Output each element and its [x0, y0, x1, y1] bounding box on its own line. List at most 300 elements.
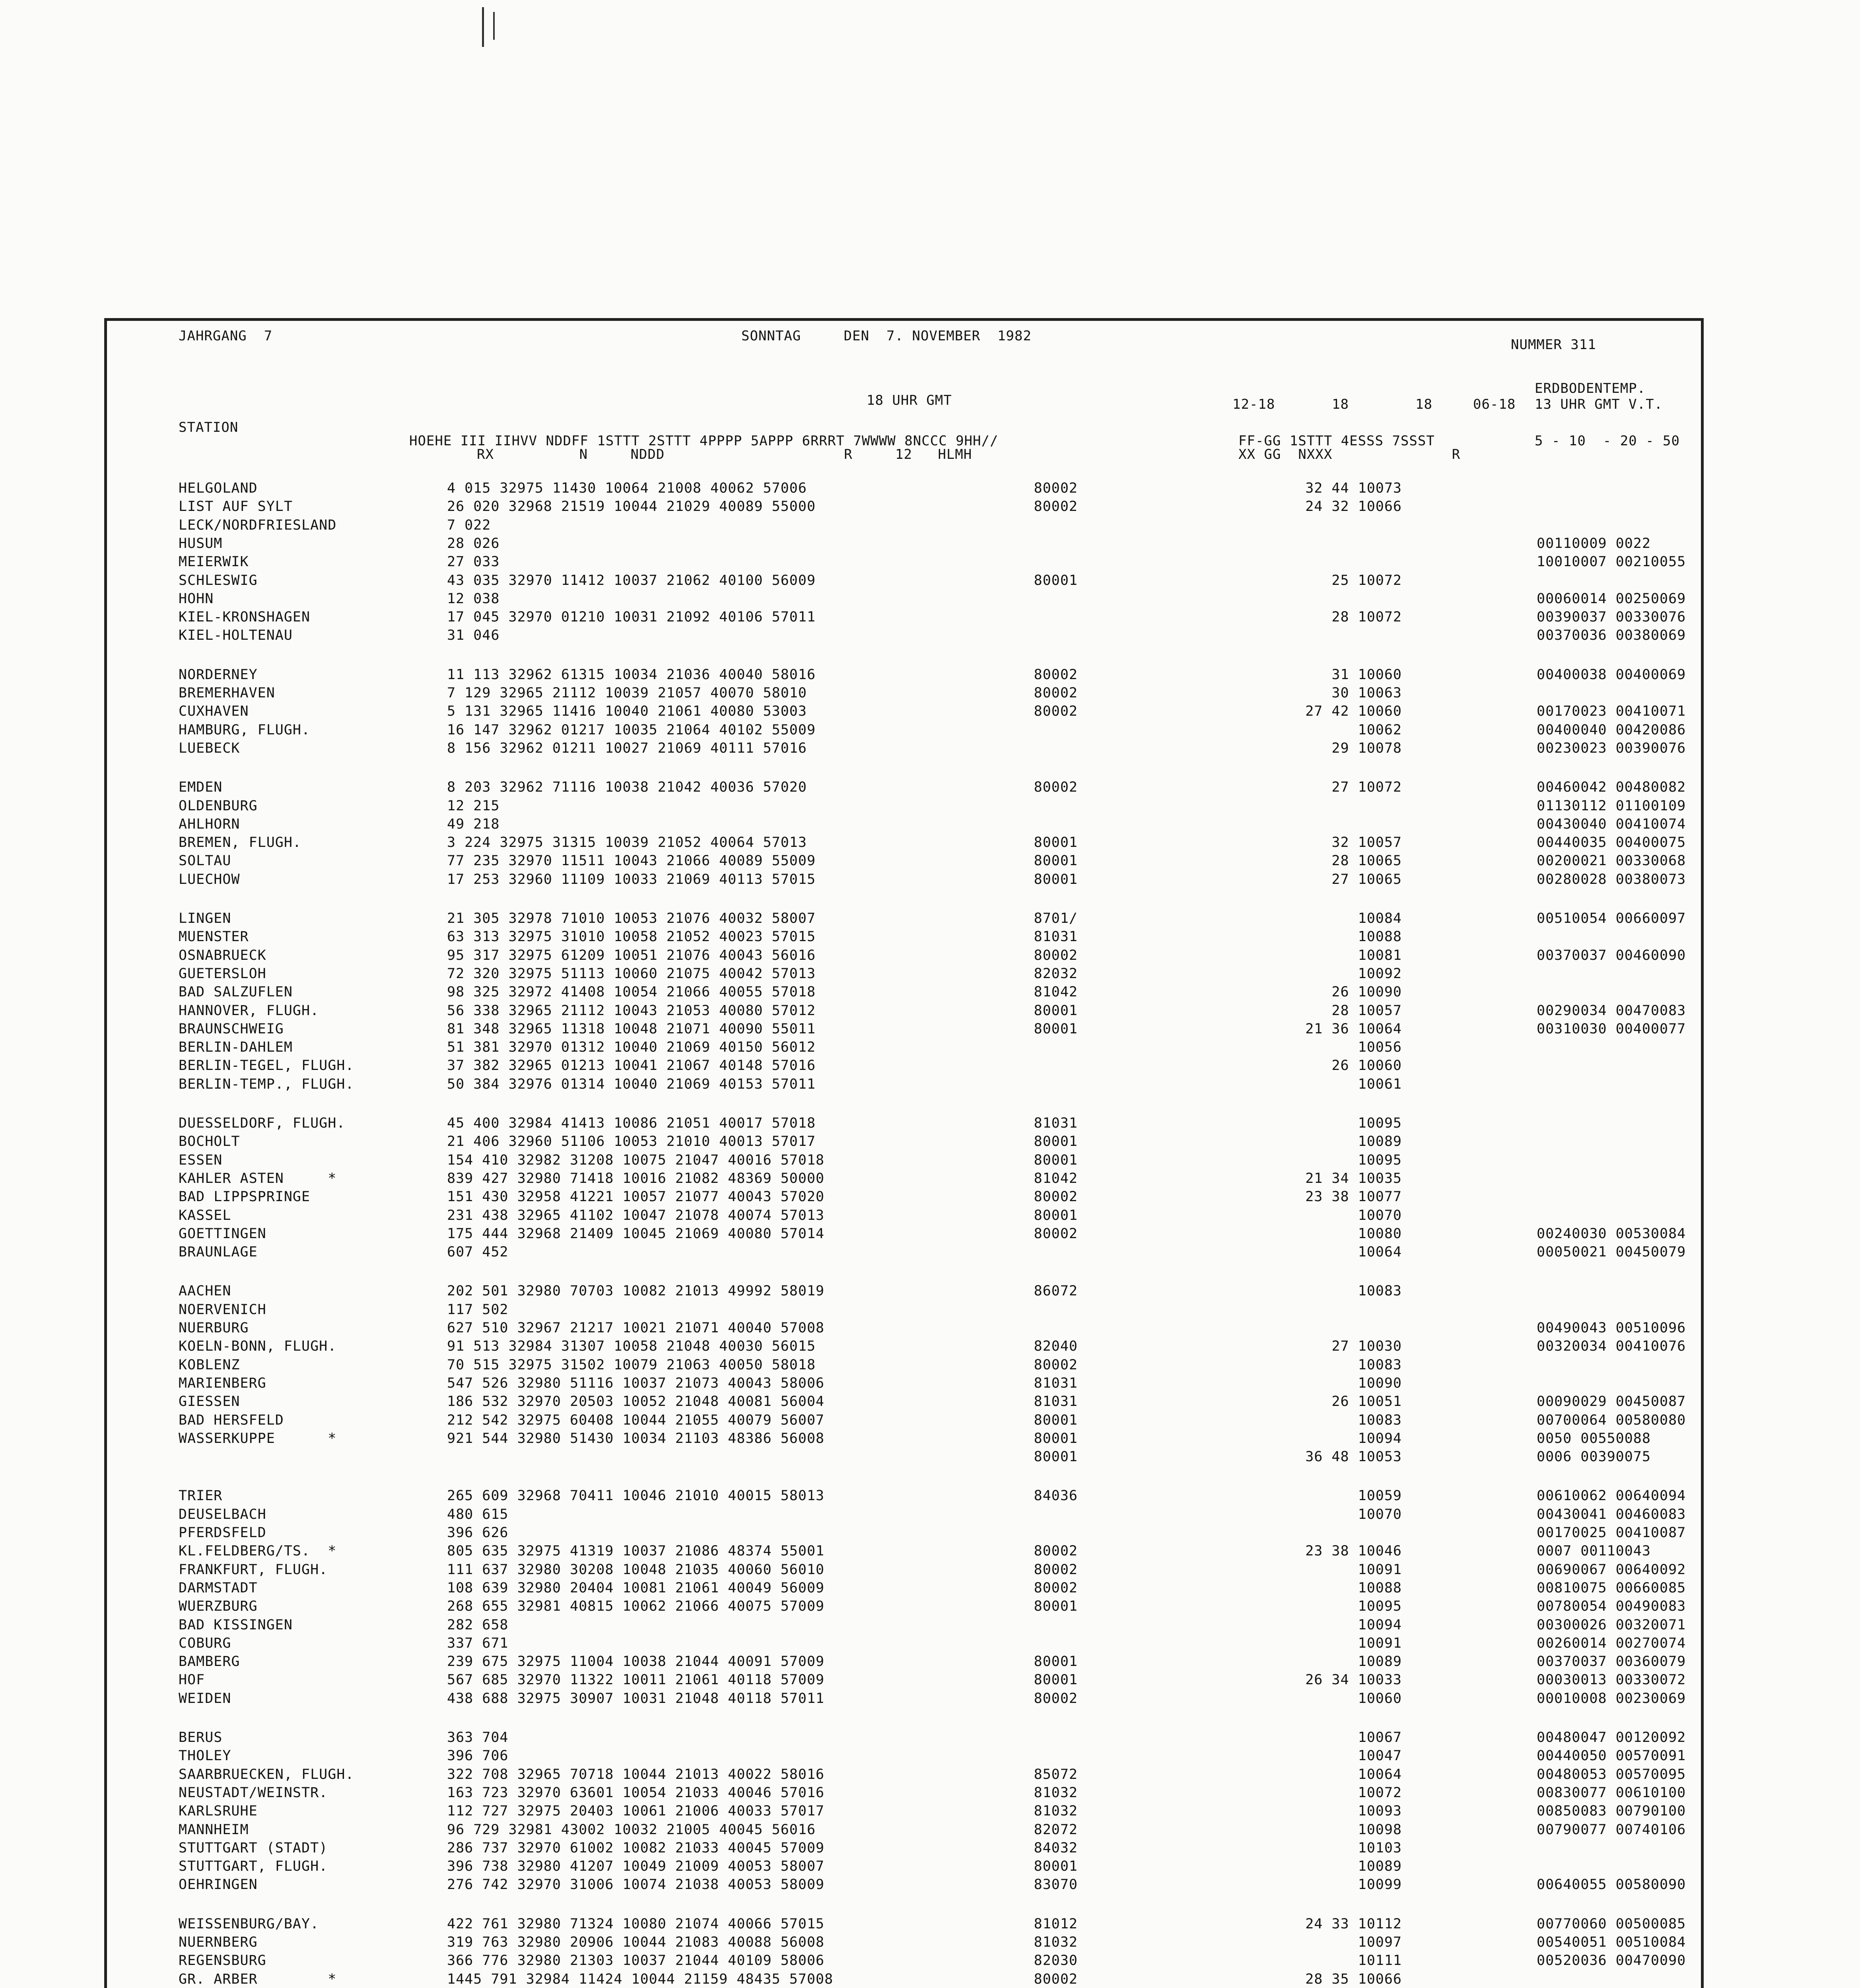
station-row: [107, 967, 1701, 985]
cloud-group: 80002: [1034, 703, 1078, 720]
cloud-group: 80002: [1034, 685, 1078, 701]
station-row: [107, 1526, 1701, 1544]
station-name: MUENSTER: [179, 929, 249, 945]
synop-values: 7 022: [447, 517, 491, 533]
soil-temperatures: 00520036 00470090: [1537, 1953, 1686, 1969]
synop-values: 239 675 32975 11004 10038 21044 40091 57009: [447, 1654, 825, 1670]
cloud-group: 80002: [1034, 1225, 1078, 1242]
soil-temperatures: 00510054 00660097: [1537, 911, 1686, 926]
max-min-group: 10089: [1358, 1134, 1402, 1150]
synop-values: 8 203 32962 71116 10038 21042 40036 57020: [447, 779, 807, 796]
station-row: [107, 930, 1701, 948]
max-min-group: 10095: [1358, 1152, 1402, 1168]
synop-values: 480 615: [447, 1506, 509, 1522]
max-min-group: 10091: [1358, 1635, 1402, 1651]
soil-temperatures: 00490043 00510096: [1537, 1320, 1686, 1336]
station-row: [107, 1432, 1701, 1450]
cloud-group: 83070: [1034, 1877, 1078, 1893]
soil-temperatures: 00430041 00460083: [1537, 1506, 1686, 1522]
station-name: NEUSTADT/WEINSTR.: [179, 1784, 328, 1801]
station-name: LECK/NORDFRIESLAND: [179, 517, 337, 533]
station-name: BAD KISSINGEN: [179, 1617, 293, 1633]
station-name: SCHLESWIG: [179, 572, 258, 588]
synop-table: [104, 318, 1704, 1988]
station-row: [107, 555, 1701, 573]
synop-values: 276 742 32970 31006 10074 21038 40053 58009: [447, 1877, 825, 1893]
cloud-group: 80002: [1034, 1561, 1078, 1578]
max-min-group: 10099: [1358, 1877, 1402, 1893]
max-min-group: 10093: [1358, 1803, 1402, 1819]
synop-values: 337 671: [447, 1635, 509, 1651]
max-min-group: 10059: [1358, 1488, 1402, 1504]
cloud-group: 80001: [1034, 1002, 1078, 1019]
max-min-group: 29 10078: [1331, 740, 1402, 756]
station-row: [107, 780, 1701, 799]
cloud-group: 80001: [1034, 1207, 1078, 1223]
cloud-group: 80001: [1034, 1021, 1078, 1037]
cloud-group: 80002: [1034, 947, 1078, 963]
soil-temperatures: 00440050 00570091: [1537, 1748, 1686, 1764]
soil-temperatures: 00770060 00500085: [1537, 1916, 1686, 1932]
synop-values: 81 348 32965 11318 10048 21071 40090 55011: [447, 1021, 816, 1037]
synop-values: 70 515 32975 31502 10079 21063 40050 58018: [447, 1357, 816, 1373]
cloud-group: 80001: [1034, 1654, 1078, 1670]
soil-temperatures: 00610062 00640094: [1537, 1488, 1686, 1504]
soil-temperatures: 00050021 00450079: [1537, 1244, 1686, 1260]
max-min-group: 10089: [1358, 1858, 1402, 1875]
station-row: [107, 1954, 1701, 1972]
station-row: [107, 1358, 1701, 1376]
max-min-group: 28 10057: [1331, 1002, 1402, 1019]
station-row: [107, 1508, 1701, 1526]
soil-temperatures: 00310030 00400077: [1537, 1021, 1686, 1037]
synop-values: 396 626: [447, 1525, 509, 1541]
station-rows: [107, 321, 1701, 1988]
soil-temperatures: 0007 00110043: [1537, 1543, 1651, 1559]
max-min-group: 26 10060: [1331, 1058, 1402, 1074]
soil-temperatures: 00200021 00330068: [1537, 853, 1686, 869]
station-row: [107, 1692, 1701, 1710]
station-row: [107, 742, 1701, 760]
station-name: TRIER: [179, 1488, 223, 1504]
max-min-group: 23 38 10046: [1305, 1543, 1402, 1559]
station-name: CUXHAVEN: [179, 703, 249, 720]
synop-values: 63 313 32975 31010 10058 21052 40023 57015: [447, 929, 816, 945]
cloud-group: 82030: [1034, 1953, 1078, 1969]
max-min-group: 10084: [1358, 911, 1402, 926]
max-min-group: 10095: [1358, 1598, 1402, 1615]
max-min-group: 10060: [1358, 1690, 1402, 1706]
hour-18-b: 18: [1415, 396, 1432, 412]
station-row: [107, 1749, 1701, 1767]
max-min-group: 10088: [1358, 929, 1402, 945]
station-name: DARMSTADT: [179, 1580, 258, 1596]
synop-values: 45 400 32984 41413 10086 21051 40017 57018: [447, 1115, 816, 1131]
station-name: BERLIN-TEMP., FLUGH.: [179, 1076, 354, 1092]
synop-values: 11 113 32962 61315 10034 21036 40040 58016: [447, 666, 816, 683]
synop-values: 17 253 32960 11109 10033 21069 40113 57015: [447, 871, 816, 887]
station-row: [107, 610, 1701, 629]
code-header-1: HOEHE III IIHVV NDDFF 1STTT 2STTT 4PPPP 5APPP 6RRRT 7WWWW 8NCCC 9HH//: [409, 433, 999, 449]
synop-values: 21 305 32978 71010 10053 21076 40032 58007: [447, 911, 816, 926]
station-row: [107, 1768, 1701, 1786]
max-min-group: 10103: [1358, 1840, 1402, 1856]
synop-values: 56 338 32965 21112 10043 21053 40080 57012: [447, 1002, 816, 1019]
soil-temperatures: 00260014 00270074: [1537, 1635, 1686, 1651]
code-header-2: RX N NDDD R 12 HLMH: [477, 447, 972, 462]
max-min-group: 10061: [1358, 1076, 1402, 1092]
hour-18-a: 18: [1332, 396, 1349, 412]
station-name: BERLIN-TEGEL, FLUGH.: [179, 1058, 354, 1074]
synop-values: 117 502: [447, 1301, 509, 1318]
station-row: [107, 1077, 1701, 1096]
soil-temperatures: 00370037 00460090: [1537, 947, 1686, 963]
station-name: WEISSENBURG/BAY.: [179, 1916, 319, 1932]
cloud-group: 81031: [1034, 1375, 1078, 1391]
station-name: GUETERSLOH: [179, 965, 266, 982]
soil-temp-title: ERDBODENTEMP.: [1535, 381, 1646, 396]
station-name: NOERVENICH: [179, 1301, 266, 1318]
max-min-group: 10056: [1358, 1039, 1402, 1056]
soil-temperatures: 00300026 00320071: [1537, 1617, 1686, 1633]
synop-values: 72 320 32975 51113 10060 21075 40042 57013: [447, 965, 816, 982]
cloud-group: 81032: [1034, 1784, 1078, 1801]
cloud-group: 81042: [1034, 984, 1078, 1000]
synop-values: 17 045 32970 01210 10031 21092 40106 57011: [447, 609, 816, 625]
station-name: KOBLENZ: [179, 1357, 240, 1373]
cloud-group: 82072: [1034, 1821, 1078, 1838]
synop-values: 108 639 32980 20404 10081 21061 40049 56009: [447, 1580, 825, 1596]
synop-values: 186 532 32970 20503 10052 21048 40081 56004: [447, 1394, 825, 1410]
synop-values: 212 542 32975 60408 10044 21055 40079 56007: [447, 1412, 825, 1428]
soil-temperatures: 00370036 00380069: [1537, 627, 1686, 644]
station-name: NUERNBERG: [179, 1934, 258, 1950]
max-min-group: 10083: [1358, 1412, 1402, 1428]
max-min-group: 27 10072: [1331, 779, 1402, 796]
station-row: [107, 1227, 1701, 1245]
max-min-group: 10092: [1358, 965, 1402, 982]
station-name: KL.FELDBERG/TS. *: [179, 1543, 337, 1559]
station-row: [107, 1340, 1701, 1358]
station-name: KIEL-KRONSHAGEN: [179, 609, 311, 625]
synop-values: 8 156 32962 01211 10027 21069 40111 57016: [447, 740, 807, 756]
station-row: [107, 1673, 1701, 1691]
max-min-group: 10047: [1358, 1748, 1402, 1764]
code-header-4: XX GG NXXX R: [1238, 447, 1461, 462]
station-row: [107, 574, 1701, 592]
station-name: LINGEN: [179, 911, 231, 926]
synop-values: 607 452: [447, 1244, 509, 1260]
synop-values: 50 384 32976 01314 10040 21069 40153 57011: [447, 1076, 816, 1092]
station-header: STATION: [179, 419, 239, 435]
station-name: GIESSEN: [179, 1394, 240, 1410]
station-name: KASSEL: [179, 1207, 231, 1223]
synop-values: 438 688 32975 30907 10031 21048 40118 57011: [447, 1690, 825, 1706]
max-min-group: 23 38 10077: [1305, 1189, 1402, 1205]
synop-values: 12 038: [447, 590, 500, 607]
soil-temperatures: 00480047 00120092: [1537, 1730, 1686, 1745]
soil-temperatures: 00170023 00410071: [1537, 703, 1686, 720]
station-row: [107, 1209, 1701, 1227]
code-header-3: FF-GG 1STTT 4ESSS 7SSST: [1238, 433, 1435, 449]
station-name: KIEL-HOLTENAU: [179, 627, 293, 644]
synop-values: 154 410 32982 31208 10075 21047 40016 57018: [447, 1152, 825, 1168]
station-row: [107, 1190, 1701, 1208]
station-row: [107, 1245, 1701, 1264]
station-name: PFERDSFELD: [179, 1525, 266, 1541]
synop-values: 151 430 32958 41221 10057 21077 40043 57020: [447, 1189, 825, 1205]
soil-temperatures: 00700064 00580080: [1537, 1412, 1686, 1428]
station-row: [107, 723, 1701, 742]
station-row: [107, 1022, 1701, 1041]
synop-values: 567 685 32970 11322 10011 21061 40118 57009: [447, 1672, 825, 1688]
soil-temperatures: 0006 00390075: [1537, 1449, 1651, 1465]
station-name: COBURG: [179, 1635, 231, 1651]
synop-values: 37 382 32965 01213 10041 21067 40148 57016: [447, 1058, 816, 1074]
synop-values: 282 658: [447, 1617, 509, 1633]
station-name: LIST AUF SYLT: [179, 499, 293, 515]
synop-values: 96 729 32981 43002 10032 21005 40045 56016: [447, 1821, 816, 1838]
max-min-group: 26 34 10033: [1305, 1672, 1402, 1688]
station-name: HAMBURG, FLUGH.: [179, 722, 311, 738]
station-row: [107, 1303, 1701, 1321]
synop-values: 839 427 32980 71418 10016 21082 48369 50000: [447, 1170, 825, 1186]
max-min-group: 10097: [1358, 1934, 1402, 1950]
max-min-group: 21 34 10035: [1305, 1170, 1402, 1186]
soil-temperatures: 01130112 01100109: [1537, 798, 1686, 814]
max-min-group: 10094: [1358, 1617, 1402, 1633]
cloud-group: 85072: [1034, 1766, 1078, 1782]
station-row: [107, 1544, 1701, 1563]
cloud-group: 81032: [1034, 1803, 1078, 1819]
cloud-group: 80002: [1034, 1971, 1078, 1987]
synop-values: 112 727 32975 20403 10061 21006 40033 57017: [447, 1803, 825, 1819]
synop-values: 27 033: [447, 554, 500, 570]
synop-values: 265 609 32968 70411 10046 21010 40015 58013: [447, 1488, 825, 1504]
cloud-group: 80002: [1034, 1543, 1078, 1559]
station-name: WEIDEN: [179, 1690, 231, 1706]
max-min-group: 31 10060: [1331, 666, 1402, 683]
synop-values: 175 444 32968 21409 10045 21069 40080 57014: [447, 1225, 825, 1242]
station-name: SOLTAU: [179, 853, 231, 869]
max-min-group: 10070: [1358, 1207, 1402, 1223]
station-name: BAD LIPPSPRINGE: [179, 1189, 311, 1205]
max-min-group: 10083: [1358, 1357, 1402, 1373]
max-min-group: 10094: [1358, 1430, 1402, 1446]
station-name: WUERZBURG: [179, 1598, 258, 1615]
synop-values: 5 131 32965 11416 10040 21061 40080 53003: [447, 703, 807, 720]
station-row: [107, 1860, 1701, 1878]
scan-mark: [482, 7, 484, 47]
max-min-group: 30 10063: [1331, 685, 1402, 701]
cloud-group: 80001: [1034, 572, 1078, 588]
station-name: HUSUM: [179, 535, 223, 551]
issue-number: NUMMER 311: [1511, 337, 1596, 353]
synop-values: 4 015 32975 11430 10064 21008 40062 57006: [447, 480, 807, 496]
cloud-group: 82040: [1034, 1338, 1078, 1355]
station-name: FRANKFURT, FLUGH.: [179, 1561, 328, 1578]
soil-temperatures: 00030013 00330072: [1537, 1672, 1686, 1688]
cloud-group: 80001: [1034, 1134, 1078, 1150]
station-row: [107, 629, 1701, 647]
synop-values: 396 738 32980 41207 10049 21009 40053 58007: [447, 1858, 825, 1875]
station-name: LUEBECK: [179, 740, 240, 756]
soil-temperatures: 00400040 00420086: [1537, 722, 1686, 738]
synop-values: 12 215: [447, 798, 500, 814]
soil-temperatures: 00230023 00390076: [1537, 740, 1686, 756]
max-min-group: 26 10090: [1331, 984, 1402, 1000]
station-row: [107, 518, 1701, 537]
station-row: [107, 1655, 1701, 1673]
synop-values: 111 637 32980 30208 10048 21035 40060 56010: [447, 1561, 825, 1578]
max-min-group: 26 10051: [1331, 1394, 1402, 1410]
station-row: [107, 1841, 1701, 1860]
station-row: [107, 1731, 1701, 1749]
cloud-group: 80002: [1034, 1580, 1078, 1596]
synop-values: 16 147 32962 01217 10035 21064 40102 55009: [447, 722, 816, 738]
cloud-group: 80002: [1034, 1189, 1078, 1205]
station-name: STUTTGART, FLUGH.: [179, 1858, 328, 1875]
station-name: BRAUNSCHWEIG: [179, 1021, 284, 1037]
max-min-group: 10070: [1358, 1506, 1402, 1522]
station-row: [107, 1637, 1701, 1655]
station-row: [107, 1786, 1701, 1804]
station-row: [107, 817, 1701, 836]
soil-temperatures: 00790077 00740106: [1537, 1821, 1686, 1838]
max-min-group: 24 33 10112: [1305, 1916, 1402, 1932]
synop-values: 77 235 32970 11511 10043 21066 40089 55009: [447, 853, 816, 869]
station-name: ESSEN: [179, 1152, 223, 1168]
station-row: [107, 1376, 1701, 1395]
period-12-18: 12-18: [1232, 396, 1275, 412]
soil-temperatures: 00170025 00410087: [1537, 1525, 1686, 1541]
soil-temperatures: 00240030 00530084: [1537, 1225, 1686, 1242]
station-row: [107, 1321, 1701, 1340]
cloud-group: 84036: [1034, 1488, 1078, 1504]
soil-temperatures: 00460042 00480082: [1537, 779, 1686, 796]
station-name: SAARBRUECKEN, FLUGH.: [179, 1766, 354, 1782]
station-name: MARIENBERG: [179, 1375, 266, 1391]
cloud-group: 80001: [1034, 1598, 1078, 1615]
station-name: KOELN-BONN, FLUGH.: [179, 1338, 337, 1355]
cloud-group: 81031: [1034, 1394, 1078, 1410]
max-min-group: 10083: [1358, 1283, 1402, 1299]
station-name: AHLHORN: [179, 816, 240, 832]
station-row: [107, 1395, 1701, 1413]
synop-values: 363 704: [447, 1730, 509, 1745]
cloud-group: 80001: [1034, 1858, 1078, 1875]
soil-temperatures: 00290034 00470083: [1537, 1002, 1686, 1019]
synop-values: 1445 791 32984 11424 10044 21159 48435 57008: [447, 1971, 834, 1987]
station-row: [107, 500, 1701, 518]
synop-values: 202 501 32980 70703 10082 21013 49992 58019: [447, 1283, 825, 1299]
station-row: [107, 537, 1701, 555]
scan-mark: [493, 12, 495, 40]
station-name: BREMEN, FLUGH.: [179, 835, 302, 851]
time-18-uhr: 18 UHR GMT: [867, 392, 952, 408]
station-row: [107, 1489, 1701, 1507]
station-row: [107, 481, 1701, 500]
station-name: MANNHEIM: [179, 1821, 249, 1838]
station-name: LUECHOW: [179, 871, 240, 887]
station-name: THOLEY: [179, 1748, 231, 1764]
cloud-group: 80001: [1034, 871, 1078, 887]
synop-values: 28 026: [447, 535, 500, 551]
max-min-group: 28 10072: [1331, 609, 1402, 625]
max-min-group: 36 48 10053: [1305, 1449, 1402, 1465]
station-row: [107, 1878, 1701, 1896]
cloud-group: 80002: [1034, 779, 1078, 796]
station-name: GOETTINGEN: [179, 1225, 266, 1242]
synop-values: 286 737 32970 61002 10082 21033 40045 57009: [447, 1840, 825, 1856]
max-min-group: 27 10030: [1331, 1338, 1402, 1355]
station-row: [107, 592, 1701, 610]
station-name: DUESSELDORF, FLUGH.: [179, 1115, 346, 1131]
station-name: BAD HERSFELD: [179, 1412, 284, 1428]
station-row: [107, 1936, 1701, 1954]
station-row: [107, 705, 1701, 723]
station-row: [107, 1600, 1701, 1618]
station-row: [107, 1823, 1701, 1841]
station-row: [107, 1413, 1701, 1432]
soil-temperatures: 00110009 0022: [1537, 535, 1651, 551]
synop-values: 322 708 32965 70718 10044 21013 40022 58016: [447, 1766, 825, 1782]
synop-values: 319 763 32980 20906 10044 21083 40088 56008: [447, 1934, 825, 1950]
soil-temperatures: 00400038 00400069: [1537, 666, 1686, 683]
max-min-group: 21 36 10064: [1305, 1021, 1402, 1037]
synop-values: 921 544 32980 51430 10034 21103 48386 56008: [447, 1430, 825, 1446]
synop-values: 805 635 32975 41319 10037 21086 48374 55001: [447, 1543, 825, 1559]
soil-temperatures: 00830077 00610100: [1537, 1784, 1686, 1801]
station-name: HOF: [179, 1672, 205, 1688]
station-row: [107, 1804, 1701, 1823]
synop-values: 31 046: [447, 627, 500, 644]
station-row: [107, 686, 1701, 705]
station-row: [107, 1581, 1701, 1600]
synop-values: 231 438 32965 41102 10047 21078 40074 57013: [447, 1207, 825, 1223]
station-row: [107, 1116, 1701, 1135]
max-min-group: 28 35 10066: [1305, 1971, 1402, 1987]
station-row: [107, 1004, 1701, 1022]
max-min-group: 10090: [1358, 1375, 1402, 1391]
station-row: [107, 1450, 1701, 1468]
station-name: NUERBURG: [179, 1320, 249, 1336]
max-min-group: 32 44 10073: [1305, 480, 1402, 496]
max-min-group: 24 32 10066: [1305, 499, 1402, 515]
synop-values: 366 776 32980 21303 10037 21044 40109 58006: [447, 1953, 825, 1969]
station-name: BERLIN-DAHLEM: [179, 1039, 293, 1056]
cloud-group: 81031: [1034, 1115, 1078, 1131]
station-name: HOHN: [179, 590, 214, 607]
soil-temperatures: 00090029 00450087: [1537, 1394, 1686, 1410]
max-min-group: 10081: [1358, 947, 1402, 963]
soil-temperatures: 00370037 00360079: [1537, 1654, 1686, 1670]
station-row: [107, 1284, 1701, 1303]
max-min-group: 27 42 10060: [1305, 703, 1402, 720]
cloud-group: 80001: [1034, 1152, 1078, 1168]
synop-values: 43 035 32970 11412 10037 21062 40100 56009: [447, 572, 816, 588]
max-min-group: 10072: [1358, 1784, 1402, 1801]
synop-values: 268 655 32981 40815 10062 21066 40075 57009: [447, 1598, 825, 1615]
soil-temperatures: 00060014 00250069: [1537, 590, 1686, 607]
station-name: REGENSBURG: [179, 1953, 266, 1969]
soil-temperatures: 00390037 00330076: [1537, 609, 1686, 625]
max-min-group: 10091: [1358, 1561, 1402, 1578]
max-min-group: 10089: [1358, 1654, 1402, 1670]
station-row: [107, 949, 1701, 967]
cloud-group: 81032: [1034, 1934, 1078, 1950]
cloud-group: 80001: [1034, 1672, 1078, 1688]
